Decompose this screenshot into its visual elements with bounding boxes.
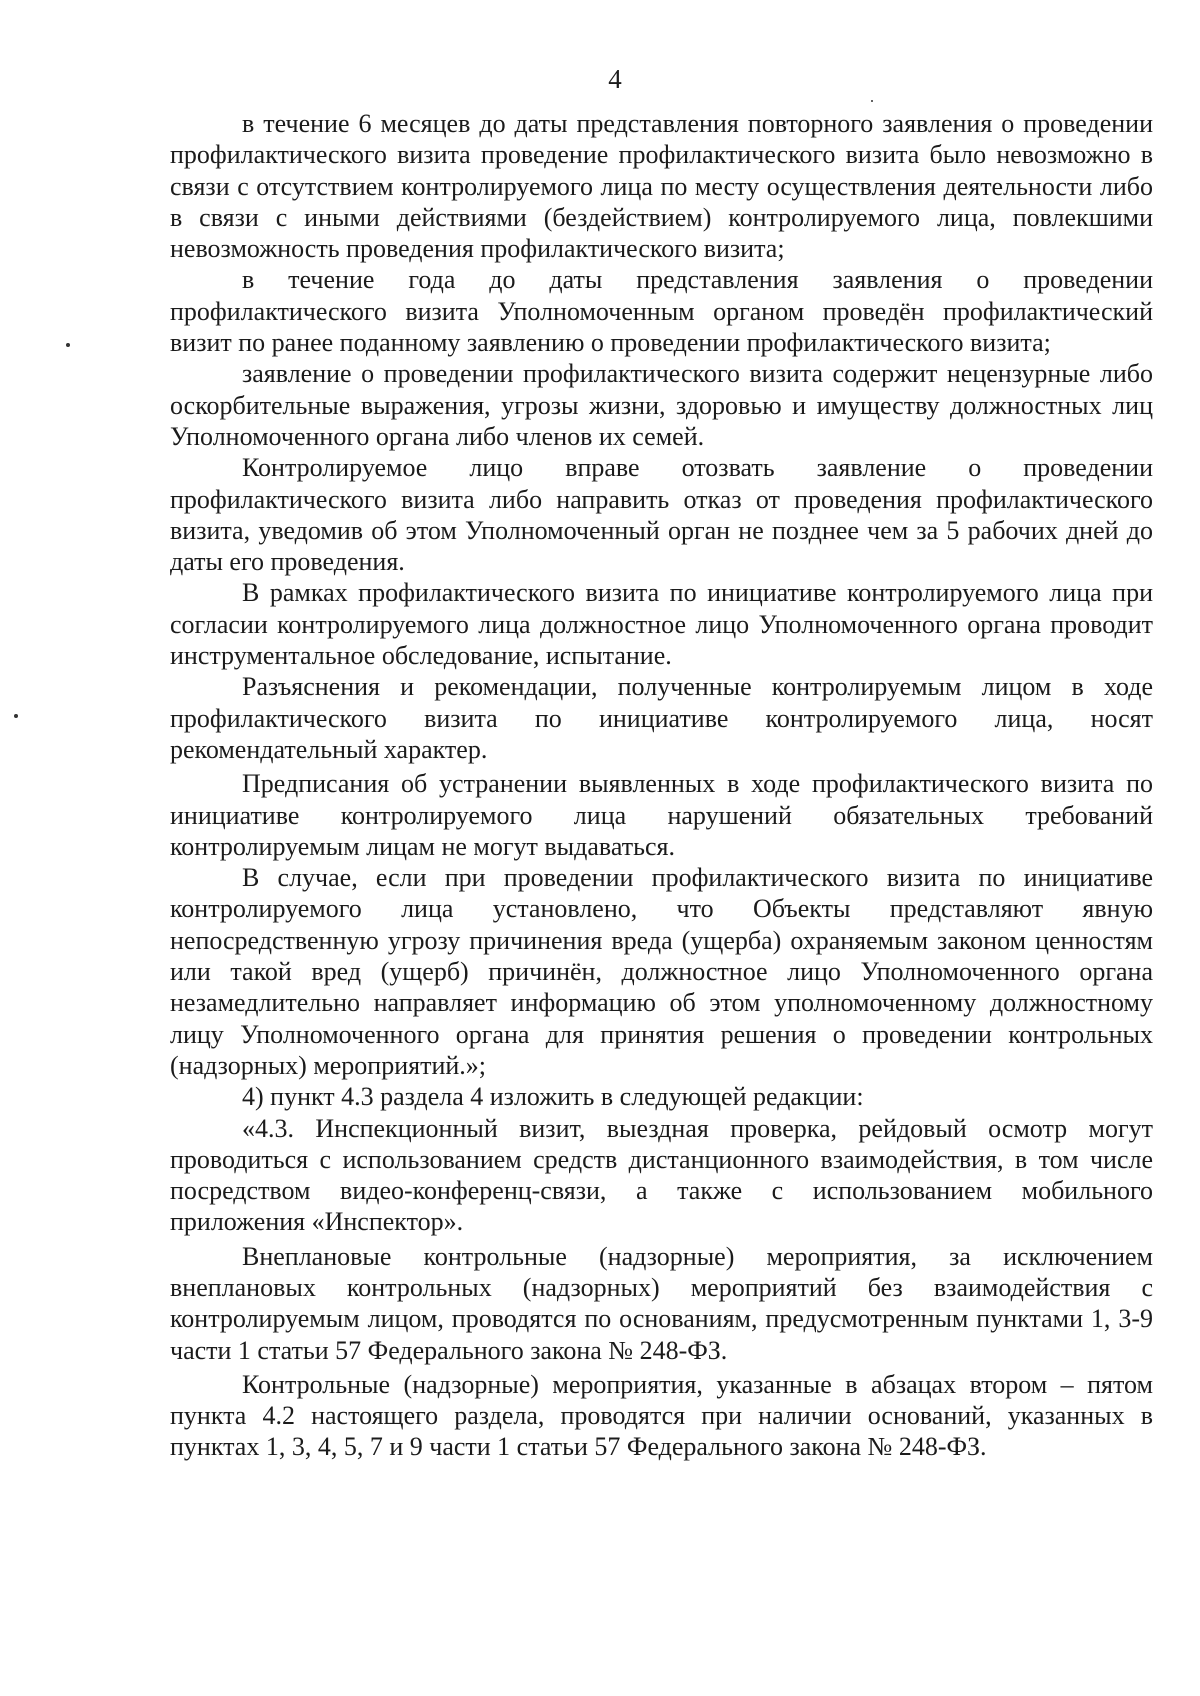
paragraph-item-4-amendment: 4) пункт 4.3 раздела 4 изложить в следующей редакции:	[242, 1082, 864, 1112]
paragraph-clause-4-3: «4.3. Инспекционный визит, выездная проверка, рейдовый осмотр могут проводиться с использованием средств дистанционного взаимодействия, в том числе посредством видео-конференц-связи, а также с использованием мобильного приложения «Инспектор».	[170, 1113, 1153, 1237]
paragraph-refusal-ground-offensive-content: заявление о проведении профилактического визита содержит нецензурные либо оскорбительные выражения, угрозы жизни, здоровью и имуществу должностных лиц Уполномоченного органа либо членов их семей.	[170, 359, 1153, 451]
paragraph-refusal-ground-visit-within-year: в течение года до даты представления заявления о проведении профилактического визита Уполномоченным органом проведён профилактический визит по ранее поданному заявлению о проведении профилактического визита;	[170, 265, 1153, 358]
paragraph-imminent-threat: В случае, если при проведении профилактического визита по инициативе контролируемого лица установлено, что Объекты представляют явную непосредственную угрозу причинения вреда (ущерба) охраняемым законом ценностям или такой вред (ущерб) причинён, должностное лицо Уполномоченного органа незамедлительно направляет информацию об этом уполномоченному должностному лицу Уполномоченного органа для принятия решения о проведении контрольных (надзорных) мероприятий.»;	[170, 863, 1153, 1080]
scan-speck	[14, 714, 18, 718]
page-number: 4	[608, 64, 622, 94]
scan-speck	[871, 100, 873, 102]
paragraph-refusal-ground-repeat-application: в течение 6 месяцев до даты представления повторного заявления о проведении профилактического визита проведение профилактического визита было невозможно в связи с отсутствием контролируемого лица по месту осуществления деятельности либо в связи с иными действиями (бездействием) контролируемого лица, повлекшими невозможность проведения профилактического визита;	[170, 109, 1153, 264]
paragraph-withdraw-application: Контролируемое лицо вправе отозвать заявление о проведении профилактического визита либо направить отказ от проведения профилактического визита, уведомив об этом Уполномоченный орган не позднее чем за 5 рабочих дней до даты его проведения.	[170, 453, 1153, 577]
scan-speck	[66, 343, 70, 347]
paragraph-unscheduled-activities: Внеплановые контрольные (надзорные) мероприятия, за исключением внеплановых контрольных (надзорных) мероприятий без взаимодействия с контролируемым лицом, проводятся по основаниям, предусмотренным пунктами 1, 3-9 части 1 статьи 57 Федерального закона № 248-ФЗ.	[170, 1241, 1153, 1365]
paragraph-instrumental-inspection: В рамках профилактического визита по инициативе контролируемого лица при согласии контролируемого лица должностное лицо Уполномоченного органа проводит инструментальное обследование, испытание.	[170, 578, 1153, 671]
paragraph-recommendations: Разъяснения и рекомендации, полученные контролируемым лицом в ходе профилактического визита по инициативе контролируемого лица, носят рекомендательный характер.	[170, 672, 1153, 764]
document-body	[170, 108, 1153, 1463]
paragraph-no-prescriptions: Предписания об устранении выявленных в ходе профилактического визита по инициативе контролируемого лица нарушений обязательных требований контролируемым лицам не могут выдаваться.	[170, 769, 1153, 861]
paragraph-control-activities-grounds: Контрольные (надзорные) мероприятия, указанные в абзацах втором – пятом пункта 4.2 настоящего раздела, проводятся при наличии оснований, указанных в пунктах 1, 3, 4, 5, 7 и 9 части 1 статьи 57 Федерального закона № 248-ФЗ.	[170, 1369, 1153, 1462]
